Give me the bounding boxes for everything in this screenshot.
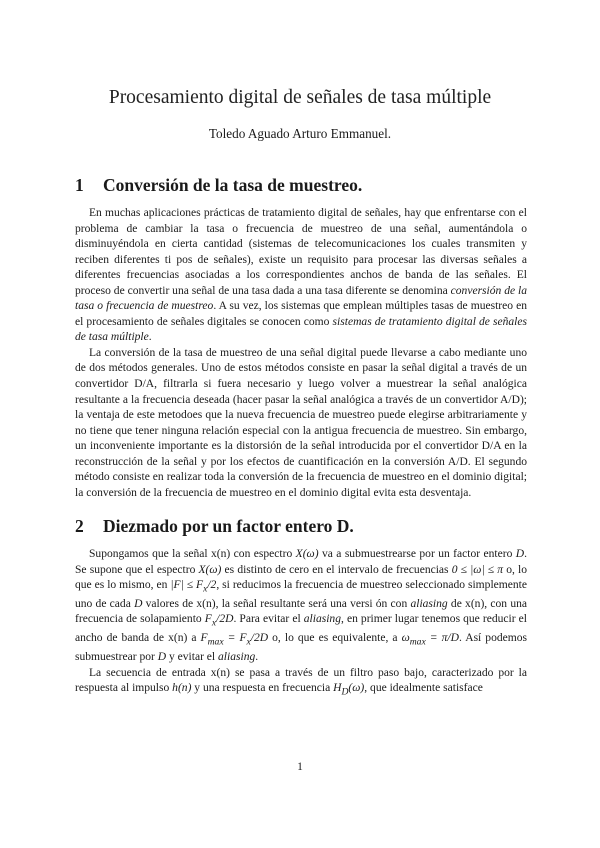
page-number: 1 [297, 761, 303, 773]
section-1-paragraph-2: La conversión de la tasa de muestreo de una señal digital puede llevarse a cabo mediante uno de dos métodos generales. Uno de estos métodos consiste en pasar la señal digital a través de un convertidor D/A, filtrarla si fuera necesario y luego volver a muestrear la señal analógica resultante a la frecuencia deseada (hacer pasar la señal analógica a través de un convertidor A/D); la ventaja de este metodoes que la nueva frecuencia de muestreo puede elegirse arbitrariamente y no tiene que tener ninguna relación especial con la antigua frecuencia de muestreo. Sin embargo, un inconveniente importante es la distorsión de la señal introducida por el convertidor D/A en la reconstrucción de la señal y por los efectos de cuantificación en la conversión A/D. El segundo método consiste en realizar toda la conversión de la frecuencia de muestreo en el dominio digital; la conversión de la frecuencia de muestreo en el dominio digital evita esta desventaja. [75, 346, 527, 499]
section-1-number: 1 [75, 175, 84, 195]
paper-title: Procesamiento digital de señales de tasa múltiple [108, 87, 492, 108]
section-1-paragraph-1: En muchas aplicaciones prácticas de tratamiento digital de señales, hay que enfrentarse con el problema de cambiar la tasa o frecuencia de muestreo de una señal, aumentándola o disminuyéndola en cierta cantidad (sistemas de telecomunicaciones los cuales transmiten y reciben diferentes ti pos de señales), existe un requisito para procesar las diversas señales a diferentes frecuencias asociadas a los correspondientes anchos de banda de las señales. El proceso de convertir una señal de una tasa dada a una tasa diferente se denomina conversión de la tasa o frecuencia de muestreo. A su vez, los sistemas que emplean múltiples tasas de muestreo en el procesamiento de señales digitales se conocen como sistemas de tratamiento digital de señales de tasa múltiple. [75, 207, 527, 344]
section-1-body [75, 206, 527, 501]
section-2-paragraph-1: Supongamos que la señal x(n) con espectro X(ω) va a submuestrearse por un factor entero D. Se supone que el espectro X(ω) es distinto de cero en el intervalo de frecuencias 0 ≤ |ω| ≤ π o, lo que es lo mismo, en $|F| \le F_x/2$, si reducimos la frecuencia de muestreo seleccionado simplemente uno de cada D valores de x(n), la señal resultante será una versi ón con aliasing de x(n), con una frecuencia de solapamiento $F_x/2D$. Para evitar el aliasing, en primer lugar tenemos que reducir el ancho de banda de x(n) a $F_{max} = F_x/2D$ o, lo que es equivalente, a $\omega_{max} = \pi/D$. Así podemos submuestrear por D y evitar el aliasing. [75, 548, 527, 664]
section-2-title: Diezmado por un factor entero D. [103, 516, 354, 536]
section-2-number: 2 [75, 516, 84, 536]
section-2-paragraph-2: La secuencia de entrada x(n) se pasa a través de un filtro paso bajo, caracterizado por la respuesta al impulso h(n) y una respuesta en frecuencia $H_D(\omega)$, que idealmente satisface [75, 666, 527, 698]
section-2-body [75, 547, 527, 700]
section-2-heading [75, 515, 535, 537]
author-name: Toledo Aguado Arturo Emmanuel. [208, 126, 392, 141]
section-1-title: Conversión de la tasa de muestreo. [103, 175, 363, 195]
section-1-heading [75, 174, 535, 196]
